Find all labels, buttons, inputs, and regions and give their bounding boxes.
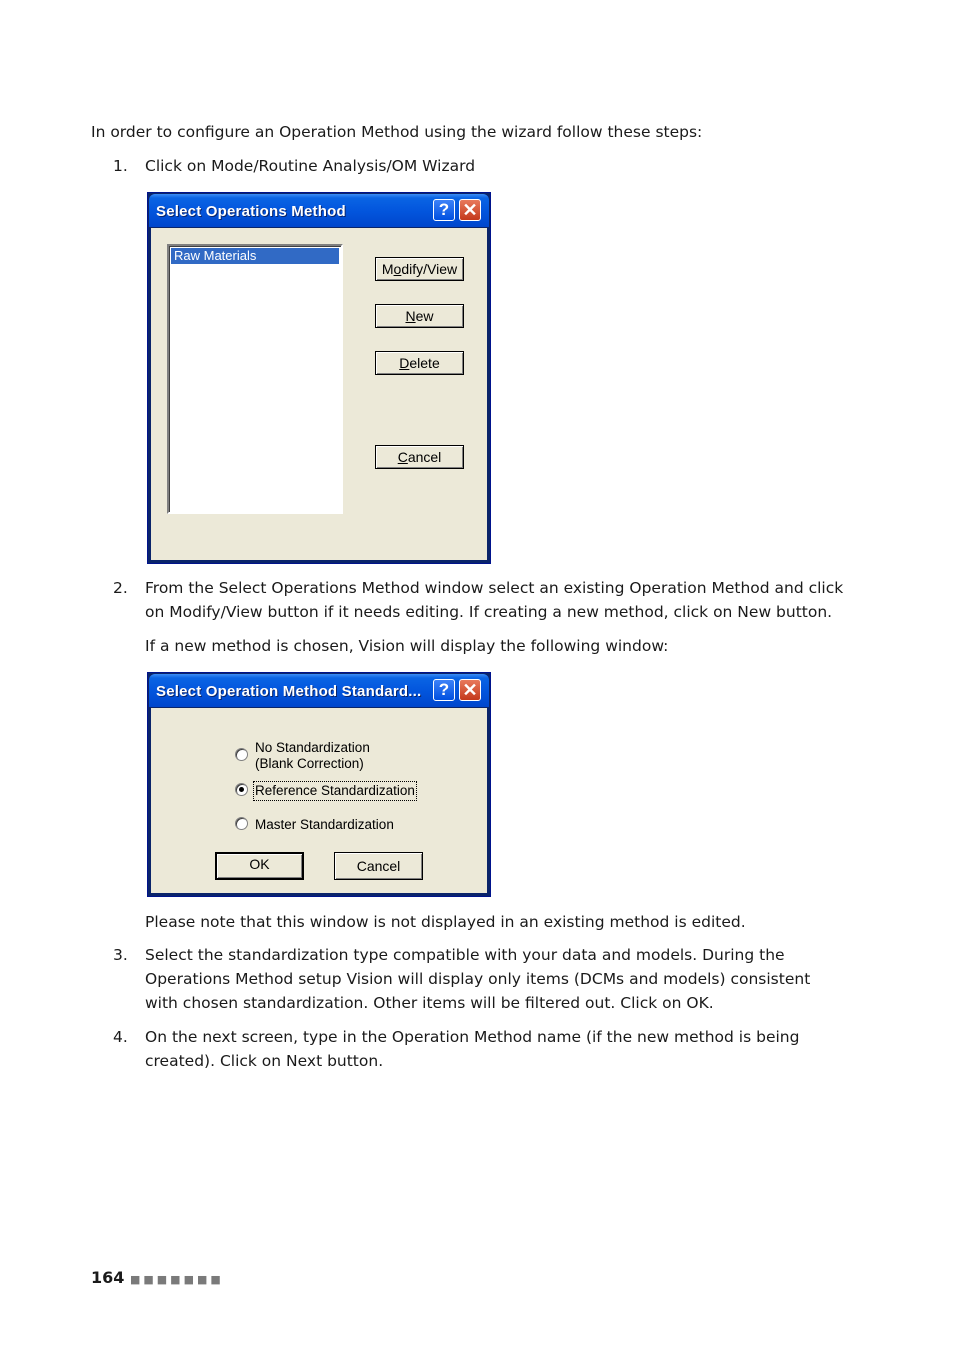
methods-listbox[interactable] xyxy=(167,244,343,514)
radio-no-standardization[interactable] xyxy=(235,748,248,761)
step-text: On the next screen, type in the Operation Method name (if the new method is being created). Click on Next button. xyxy=(145,1028,800,1070)
step-text: From the Select Operations Method window select an existing Operation Method and click on Modify/View button if it needs editing. If creating a new method, click on New button. xyxy=(145,579,844,621)
new-button[interactable]: New xyxy=(375,304,464,328)
list-item-raw-materials[interactable]: Raw Materials xyxy=(171,248,339,264)
radio-label-master: Master Standardization xyxy=(255,817,394,832)
close-icon[interactable]: ✕ xyxy=(459,679,481,701)
intro-paragraph: In order to configure an Operation Method using the wizard follow these steps: xyxy=(91,123,703,141)
select-operations-method-dialog xyxy=(147,192,491,564)
close-icon[interactable]: ✕ xyxy=(459,199,481,221)
ok-button[interactable]: OK xyxy=(215,852,304,880)
step-text: Click on Mode/Routine Analysis/OM Wizard xyxy=(145,157,476,175)
step-number: 2. xyxy=(113,579,128,597)
dialog-title: Select Operation Method Standard... xyxy=(156,683,422,700)
radio-selected-dot xyxy=(239,787,244,792)
dialog-body xyxy=(151,228,487,560)
cancel-button[interactable]: Cancel xyxy=(375,445,464,469)
note-existing-method: Please note that this window is not displayed in an existing method is edited. xyxy=(145,913,746,931)
radio-reference-standardization[interactable] xyxy=(235,783,248,796)
page-number: 164 xyxy=(91,1268,125,1287)
cancel-button[interactable]: Cancel xyxy=(334,852,423,880)
radio-label-blank-correction: (Blank Correction) xyxy=(255,756,364,771)
note-new-method: If a new method is chosen, Vision will display the following window: xyxy=(145,637,669,655)
radio-label-reference: Reference Standardization xyxy=(255,783,415,798)
footer-dots: ■■■■■■■ xyxy=(130,1273,224,1286)
radio-master-standardization[interactable] xyxy=(235,817,248,830)
step-number: 4. xyxy=(113,1028,128,1046)
step-number: 1. xyxy=(113,157,128,175)
delete-button[interactable]: Delete xyxy=(375,351,464,375)
title-bar xyxy=(149,674,489,707)
dialog-body xyxy=(151,708,487,893)
modify-view-button[interactable]: Modify/View xyxy=(375,257,464,281)
title-bar xyxy=(149,194,489,227)
radio-label-no-standardization: No Standardization xyxy=(255,740,370,755)
help-icon[interactable]: ? xyxy=(433,679,455,701)
step-text: Select the standardization type compatible with your data and models. During the Operations Method setup Vision will display only items (DCMs and models) consistent with chosen standardization. Other items will be filtered out. Click on OK. xyxy=(145,946,811,1012)
help-icon[interactable]: ? xyxy=(433,199,455,221)
step-number: 3. xyxy=(113,946,128,964)
select-standardization-dialog xyxy=(147,672,491,897)
dialog-title: Select Operations Method xyxy=(156,203,346,220)
